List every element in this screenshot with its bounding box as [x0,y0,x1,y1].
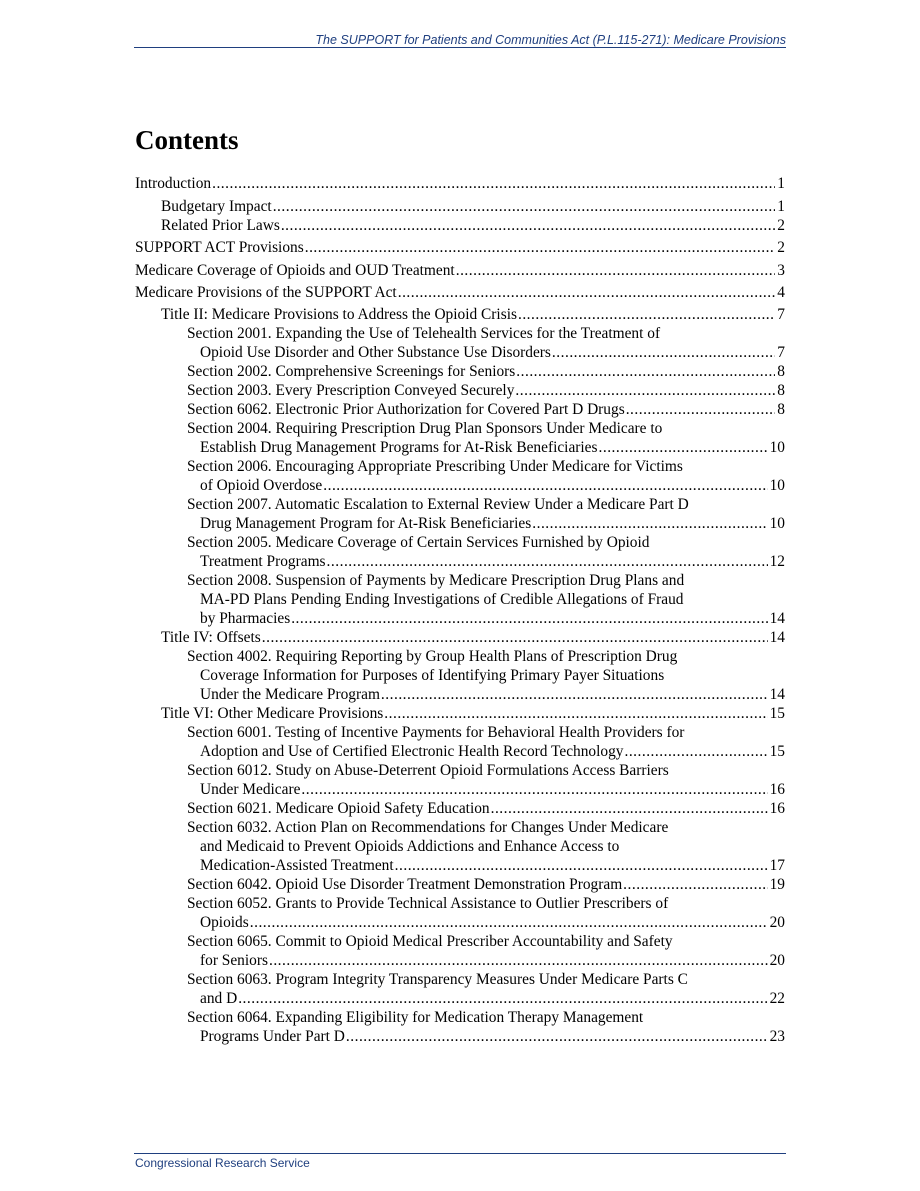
toc-entry-text: Establish Drug Management Programs for At-Risk Beneficiaries [200,439,598,456]
toc-entry-text: Section 2004. Requiring Prescription Drug Plan Sponsors Under Medicare to [187,420,663,437]
toc-page-number: 8 [777,401,785,418]
toc-page-number: 14 [769,610,785,627]
toc-page-number: 8 [777,382,785,399]
toc-page-number: 10 [769,439,785,456]
toc-entry-text: Budgetary Impact [161,198,272,215]
toc-entry-text: Section 2006. Encouraging Appropriate Prescribing Under Medicare for Victims [187,458,683,475]
toc-leader-dots [491,799,768,818]
toc-leader-dots [384,704,767,723]
toc-leader-dots [599,438,768,457]
toc-leader-dots [624,742,767,761]
toc-page-number: 23 [769,1028,785,1045]
toc-entry-text: Section 6063. Program Integrity Transparency Measures Under Medicare Parts C [187,971,688,988]
toc-page-number: 10 [769,477,785,494]
toc-entry-text: and Medicaid to Prevent Opioids Addictions and Enhance Access to [200,838,620,855]
toc-entry-text: Treatment Programs [200,553,326,570]
toc-leader-dots [291,609,767,628]
toc-entry-text: Opioid Use Disorder and Other Substance Use Disorders [200,344,551,361]
toc-entry-text: Section 6052. Grants to Provide Technical Assistance to Outlier Prescribers of [187,895,669,912]
toc-leader-dots [623,875,767,894]
toc-page-number: 20 [769,914,785,931]
toc-page-number: 20 [769,952,785,969]
toc-leader-dots [516,362,775,381]
toc-leader-dots [532,514,767,533]
toc-entry-text: Title II: Medicare Provisions to Address the Opioid Crisis [161,306,517,323]
toc-entry-text: Related Prior Laws [161,217,280,234]
toc-entry-text: Section 6021. Medicare Opioid Safety Education [187,800,490,817]
toc-entry-text: Section 6012. Study on Abuse-Deterrent Opioid Formulations Access Barriers [187,762,669,779]
toc-entry-text: Section 6062. Electronic Prior Authorization for Covered Part D Drugs [187,401,625,418]
toc-leader-dots [552,343,775,362]
toc-entry-text: Title VI: Other Medicare Provisions [161,705,384,722]
toc-leader-dots [269,951,768,970]
toc-title: Contents [135,125,239,155]
toc-entry-text: Section 6001. Testing of Incentive Payments for Behavioral Health Providers for [187,724,685,741]
toc-entry-text: Adoption and Use of Certified Electronic Health Record Technology [200,743,624,760]
toc-entry-text: Section 2001. Expanding the Use of Telehealth Services for the Treatment of [187,325,661,342]
toc-entry-text: Medication-Assisted Treatment [200,857,394,874]
toc-leader-dots [626,400,776,419]
toc-leader-dots [238,989,767,1008]
toc-entry-text: Drug Management Program for At-Risk Beneficiaries [200,515,532,532]
toc-entry-text: Section 2008. Suspension of Payments by Medicare Prescription Drug Plans and [187,572,685,589]
toc-entry-text: Section 2005. Medicare Coverage of Certain Services Furnished by Opioid [187,534,650,551]
toc-leader-dots [456,261,776,280]
toc-page-number: 12 [769,553,785,570]
toc-entry-text: for Seniors [200,952,268,969]
toc-page-number: 2 [777,239,785,256]
toc-page-number: 10 [769,515,785,532]
toc-leader-dots [273,197,776,216]
toc-entry-text: Introduction [135,175,212,192]
toc-page-number: 15 [769,743,785,760]
toc-page-number: 14 [769,686,785,703]
toc-leader-dots [398,283,776,302]
toc-entry-text: MA-PD Plans Pending Ending Investigations of Credible Allegations of Fraud [200,591,684,608]
toc-entry-text: Programs Under Part D [200,1028,345,1045]
toc-entry-text: Section 6032. Action Plan on Recommendations for Changes Under Medicare [187,819,669,836]
toc-page-number: 7 [777,306,785,323]
toc-page-number: 19 [769,876,785,893]
toc-leader-dots [327,552,768,571]
toc-leader-dots [305,238,776,257]
toc-page-number: 1 [777,198,785,215]
toc-entry-text: Title IV: Offsets [161,629,261,646]
toc-leader-dots [323,476,767,495]
toc-entry-text: Section 4002. Requiring Reporting by Group Health Plans of Prescription Drug [187,648,678,665]
toc-entry-text: by Pharmacies [200,610,291,627]
toc-leader-dots [395,856,768,875]
toc-entry-text: Coverage Information for Purposes of Identifying Primary Payer Situations [200,667,665,684]
toc-entry-text: and D [200,990,238,1007]
toc-entry-text: Section 2002. Comprehensive Screenings for Seniors [187,363,516,380]
toc-page-number: 17 [769,857,785,874]
toc-entry-text: Under the Medicare Program [200,686,380,703]
toc-entry-text: Section 6065. Commit to Opioid Medical Prescriber Accountability and Safety [187,933,673,950]
toc-page-number: 2 [777,217,785,234]
toc-page-number: 16 [769,800,785,817]
header-rule [134,47,786,48]
toc-page-number: 1 [777,175,785,192]
toc-page-number: 3 [777,262,785,279]
toc-entry-text: Section 6064. Expanding Eligibility for Medication Therapy Management [187,1009,644,1026]
toc-leader-dots [281,216,775,235]
toc-leader-dots [518,305,775,324]
toc-page-number: 8 [777,363,785,380]
toc-page-number: 14 [769,629,785,646]
toc-page-number: 16 [769,781,785,798]
toc-entry-text: of Opioid Overdose [200,477,323,494]
toc-page-number: 15 [769,705,785,722]
toc-leader-dots [515,381,775,400]
toc-entry-text: Section 6042. Opioid Use Disorder Treatment Demonstration Program [187,876,623,893]
toc-leader-dots [381,685,768,704]
toc-entry-text: Under Medicare [200,781,301,798]
toc-entry-text: Medicare Coverage of Opioids and OUD Treatment [135,262,455,279]
toc-leader-dots [346,1027,768,1046]
footer-rule [134,1153,786,1154]
toc-entry-text: SUPPORT ACT Provisions [135,239,304,256]
toc-page-number: 22 [769,990,785,1007]
toc-leader-dots [262,628,768,647]
toc-entry-text: Section 2007. Automatic Escalation to External Review Under a Medicare Part D [187,496,689,513]
toc-leader-dots [212,174,775,193]
toc-leader-dots [250,913,768,932]
toc-page-number: 4 [777,284,785,301]
toc-page-number: 7 [777,344,785,361]
footer-publisher: Congressional Research Service [135,1156,310,1170]
running-header: The SUPPORT for Patients and Communities Act (P.L.115-271): Medicare Provisions [315,33,786,47]
toc-entry-text: Medicare Provisions of the SUPPORT Act [135,284,397,301]
toc-entry-text: Opioids [200,914,249,931]
toc-leader-dots [301,780,767,799]
toc-entry-text: Section 2003. Every Prescription Conveyed Securely [187,382,515,399]
